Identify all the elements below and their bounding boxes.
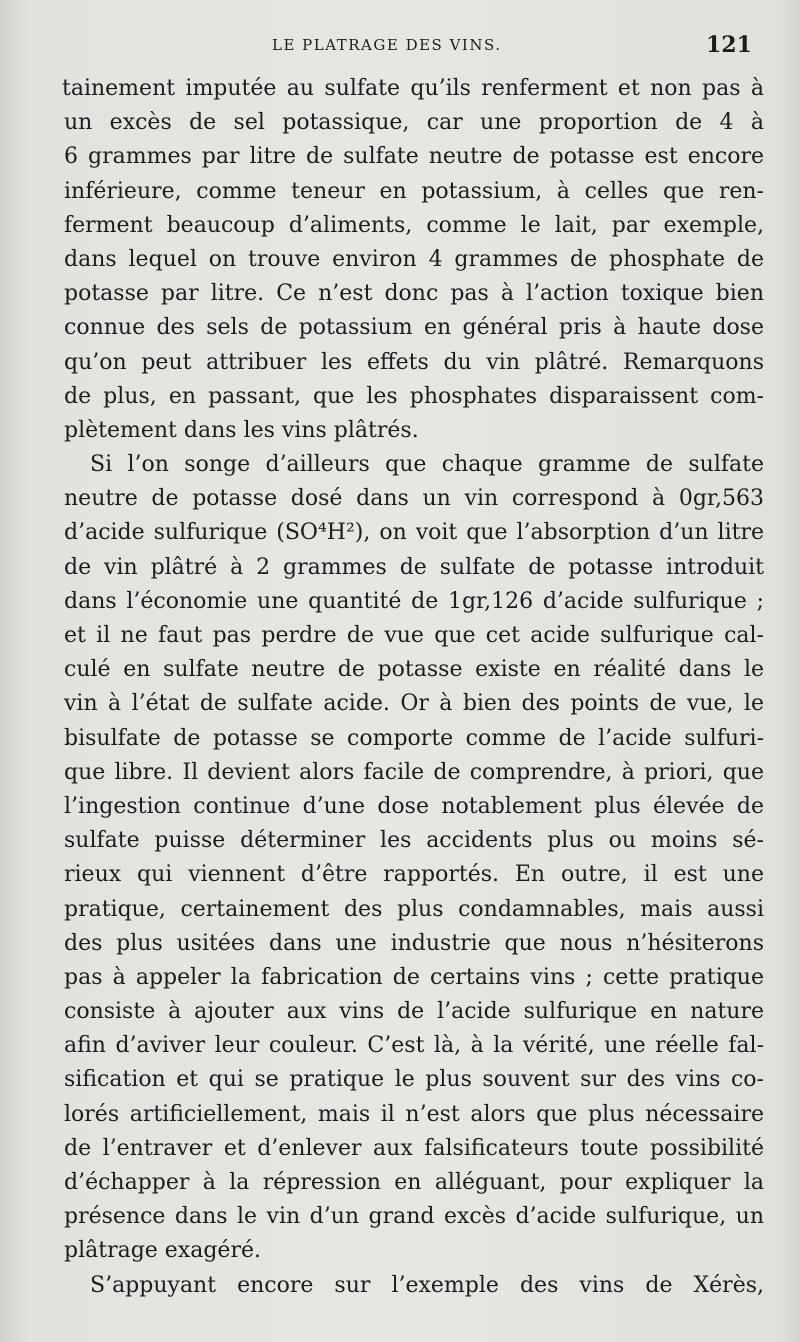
text-line: rieux qui viennent d’être rapportés. En outre, il est une	[64, 862, 764, 888]
text-line: de vin plâtré à 2 grammes de sulfate de potasse introduit	[64, 554, 764, 580]
text-line: d’acide sulfurique (SO⁴H²), on voit que l’absorption d’un litre	[64, 520, 764, 546]
paragraph-first-line: S’appuyant encore sur l’exemple des vins de Xérès,	[90, 1272, 764, 1298]
text-line: dans lequel on trouve environ 4 grammes de phosphate de	[64, 246, 764, 272]
text-line: tainement imputée au sulfate qu’ils renferment et non pas à	[62, 76, 764, 101]
text-line: plètement dans les vins plâtrés.	[64, 417, 419, 443]
text-line: connue des sels de potassium en général pris à haute dose	[64, 315, 764, 341]
text-line: ferment beaucoup d’aliments, comme le lait, par exemple,	[64, 212, 764, 238]
text-line: lorés artificiellement, mais il n’est alors que plus nécessaire	[64, 1101, 764, 1127]
text-line: inférieure, comme teneur en potassium, à celles que ren-	[64, 178, 764, 204]
text-line: un excès de sel potassique, car une proportion de 4 à	[64, 110, 764, 136]
text-line: consiste à ajouter aux vins de l’acide sulfurique en nature	[64, 999, 764, 1025]
text-line: plâtrage exagéré.	[64, 1238, 261, 1264]
page-header	[0, 32, 800, 60]
text-line: bisulfate de potasse se comporte comme de l’acide sulfuri-	[64, 725, 764, 751]
paragraph-first-line: Si l’on songe d’ailleurs que chaque gramme de sulfate	[90, 452, 764, 478]
text-line: afin d’aviver leur couleur. C’est là, à la vérité, une réelle fal-	[64, 1033, 764, 1059]
text-line: d’échapper à la répression en alléguant, pour expliquer la	[64, 1170, 764, 1195]
text-line: sification et qui se pratique le plus souvent sur des vins co-	[64, 1067, 764, 1093]
text-line: pratique, certainement des plus condamnables, mais aussi	[64, 896, 764, 922]
text-line: présence dans le vin d’un grand excès d’acide sulfurique, un	[64, 1204, 764, 1230]
text-line: dans l’économie une quantité de 1gr,126 d’acide sulfurique ;	[64, 588, 764, 614]
text-line: des plus usitées dans une industrie que nous n’hésiterons	[64, 930, 764, 956]
text-line: pas à appeler la fabrication de certains vins ; cette pratique	[64, 964, 764, 990]
text-line: sulfate puisse déterminer les accidents plus ou moins sé-	[64, 828, 764, 854]
text-line: 6 grammes par litre de sulfate neutre de potasse est encore	[64, 144, 764, 170]
text-line: que libre. Il devient alors facile de comprendre, à priori, que	[64, 759, 764, 785]
text-line: potasse par litre. Ce n’est donc pas à l’action toxique bien	[64, 281, 764, 307]
text-line: de plus, en passant, que les phosphates disparaissent com-	[64, 383, 764, 409]
text-line: vin à l’état de sulfate acide. Or à bien des points de vue, le	[64, 691, 764, 717]
page-number: 121	[706, 32, 752, 58]
body-text	[64, 72, 764, 1303]
text-line: qu’on peut attribuer les effets du vin plâtré. Remarquons	[64, 349, 764, 375]
text-line: de l’entraver et d’enlever aux falsificateurs toute possibilité	[64, 1135, 764, 1161]
text-line: et il ne faut pas perdre de vue que cet acide sulfurique cal-	[64, 623, 764, 648]
running-title: LE PLATRAGE DES VINS.	[272, 36, 502, 54]
text-line: culé en sulfate neutre de potasse existe en réalité dans le	[64, 657, 764, 683]
text-line: neutre de potasse dosé dans un vin correspond à 0gr,563	[64, 486, 764, 512]
text-line: l’ingestion continue d’une dose notablement plus élevée de	[64, 793, 764, 819]
